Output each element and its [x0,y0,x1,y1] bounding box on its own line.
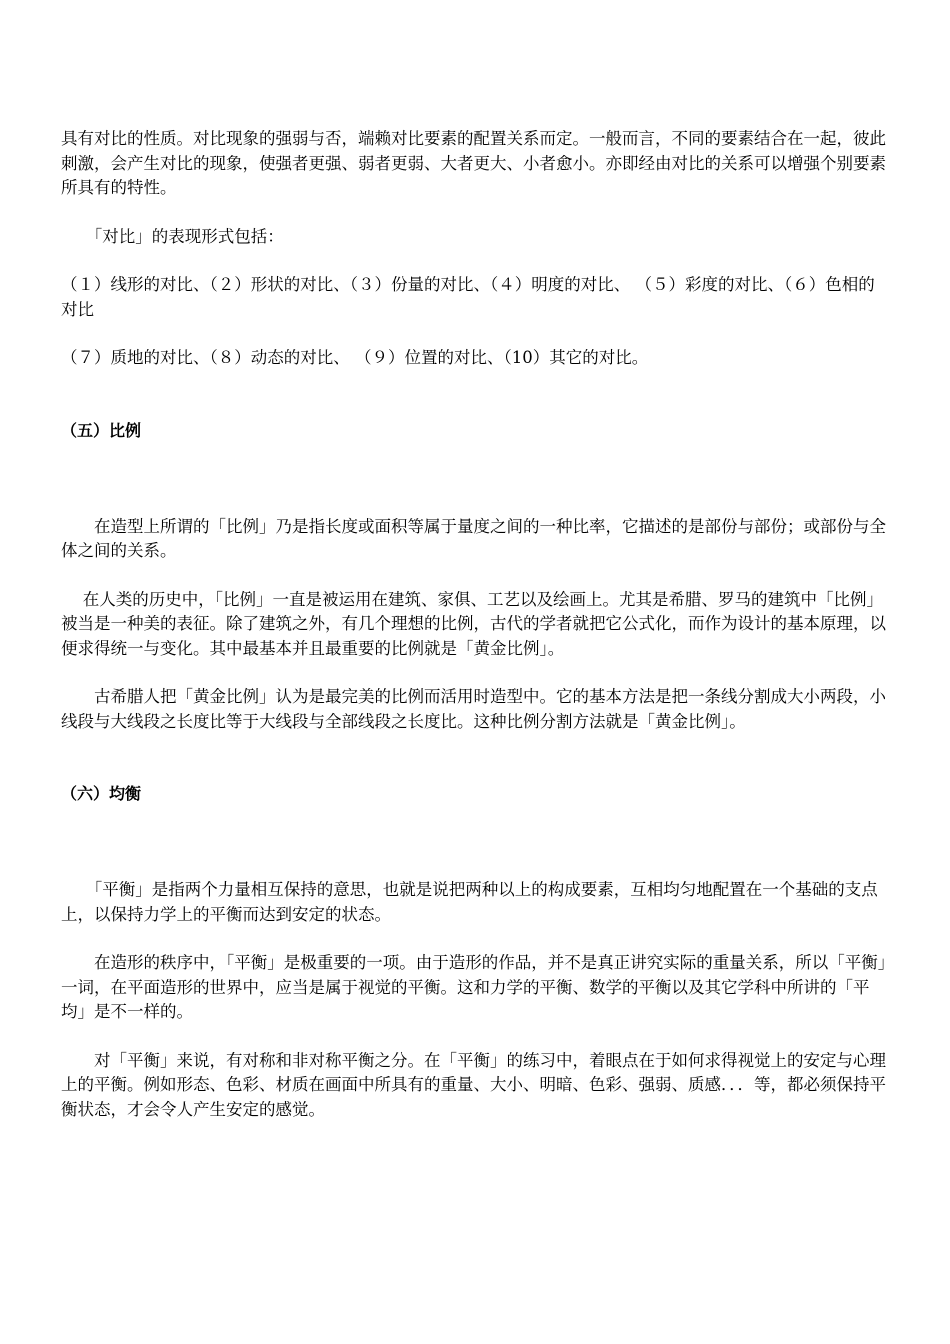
paragraph-balance-order: 在造形的秩序中，「平衡」是极重要的一项。由于造形的作品，并不是真正讲究实际的重量关系，所以「平衡」一词，在平面造形的世界中，应当是属于视觉的平衡。这和力学的平衡、数学的平衡以及其它学科中所讲的「平均」是不一样的。 [61,953,886,1021]
paragraph-contrast-forms-label: 「对比」的表现形式包括： [61,226,284,246]
paragraph-golden-ratio: 古希腊人把「黄金比例」认为是最完美的比例而活用时造型中。它的基本方法是把一条线分割成大小两段，小线段与大线段之长度比等于大线段与全部线段之长度比。这种比例分割方法就是「黄金比例」。 [61,687,886,731]
section-heading-proportion: （五）比例 [61,420,142,440]
paragraph-contrast-list-2: （７）质地的对比、（８）动态的对比、 （９）位置的对比、（10）其它的对比。 [61,348,649,367]
section-heading-balance: （六）均衡 [61,784,142,803]
paragraph-contrast-intro: 具有对比的性质。对比现象的强弱与否，端赖对比要素的配置关系而定。一般而言，不同的要素结合在一起，彼此刺激，会产生对比的现象，使强者更强、弱者更弱、大者更大、小者愈小。亦即经由对比的关系可以增强个别要素所具有的特性。 [61,129,886,197]
paragraph-proportion-definition: 在造型上所谓的「比例」乃是指长度或面积等属于量度之间的一种比率，它描述的是部份与部份；或部份与全体之间的关系。 [61,516,886,560]
paragraph-proportion-history: 在人类的历史中，「比例」一直是被运用在建筑、家俱、工艺以及绘画上。尤其是希腊、罗马的建筑中「比例」被当是一种美的表征。除了建筑之外，有几个理想的比例，古代的学者就把它公式化，而作为设计的基本原理，以便求得统一与变化。其中最基本并且最重要的比例就是「黄金比例」。 [61,589,886,658]
paragraph-balance-types: 对「平衡」来说，有对称和非对称平衡之分。在「平衡」的练习中，着眼点在于如何求得视觉上的安定与心理上的平衡。例如形态、色彩、材质在画面中所具有的重量、大小、明暗、色彩、强弱、质感．．．等，都必须保持平衡状态，才会令人产生安定的感觉。 [61,1050,886,1119]
document-page [61,127,891,1122]
paragraph-contrast-list-1: （１）线形的对比、（２）形状的对比、（３）份量的对比、（４）明度的对比、 （５）彩度的对比、（６）色相的对比 [61,275,875,319]
paragraph-balance-definition: 「平衡」是指两个力量相互保持的意思，也就是说把两种以上的构成要素，互相均匀地配置在一个基础的支点上，以保持力学上的平衡而达到安定的状态。 [61,880,878,924]
